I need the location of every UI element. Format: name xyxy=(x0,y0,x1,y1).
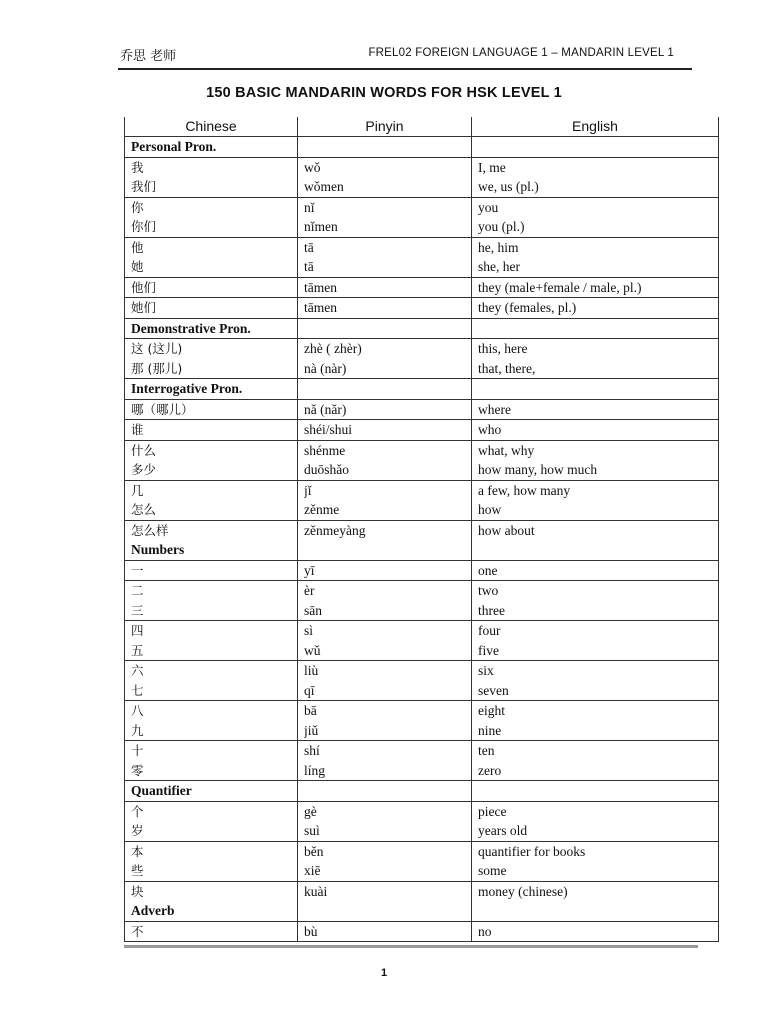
chinese-text: 八 xyxy=(131,703,144,718)
pinyin-text: yī xyxy=(304,562,315,578)
english-text: zero xyxy=(478,762,502,778)
chinese-text: Numbers xyxy=(131,542,185,557)
table-header-row xyxy=(125,117,719,137)
pinyin-cell xyxy=(298,701,472,741)
english-cell xyxy=(472,339,719,379)
pinyin-text: shí xyxy=(304,743,320,758)
pinyin-cell xyxy=(298,420,472,441)
pinyin-cell xyxy=(298,560,472,581)
empty-line xyxy=(478,379,718,399)
english-text: who xyxy=(478,422,502,437)
english-cell xyxy=(472,520,719,560)
chinese-text: 三 xyxy=(131,602,144,618)
pinyin-cell xyxy=(298,921,472,942)
english-text: eight xyxy=(478,703,505,718)
chinese-text: 多少 xyxy=(131,462,157,477)
chinese-cell xyxy=(125,741,298,781)
pinyin-text: liù xyxy=(304,663,319,678)
category-row xyxy=(125,379,719,400)
english-text: seven xyxy=(478,682,509,698)
chinese-text: 十 xyxy=(131,743,144,758)
empty-line xyxy=(304,137,471,157)
category-row xyxy=(125,781,719,802)
english-text: ten xyxy=(478,743,495,758)
empty-line xyxy=(478,781,718,801)
empty-cell xyxy=(472,318,719,339)
english-text: we, us (pl.) xyxy=(478,179,539,194)
chinese-cell xyxy=(125,520,298,560)
pinyin-cell xyxy=(298,661,472,701)
pinyin-text: zhè ( zhèr) xyxy=(304,341,362,356)
english-text xyxy=(478,540,718,560)
header-course-title: FREL02 FOREIGN LANGUAGE 1 – MANDARIN LEVEL 1 xyxy=(368,47,674,59)
english-text: you xyxy=(478,199,499,215)
pinyin-text: shénme xyxy=(304,442,346,458)
pinyin-cell xyxy=(298,480,472,520)
pinyin-cell xyxy=(298,157,472,197)
chinese-cell xyxy=(125,339,298,379)
table-row xyxy=(125,157,719,197)
pinyin-text: kuài xyxy=(304,883,328,899)
pinyin-cell xyxy=(298,621,472,661)
english-text: six xyxy=(478,663,494,678)
pinyin-text xyxy=(304,901,471,921)
chinese-text: 岁 xyxy=(131,823,144,838)
chinese-cell xyxy=(125,298,298,319)
empty-line xyxy=(304,319,471,339)
category-label xyxy=(125,318,298,339)
english-text: three xyxy=(478,602,505,618)
table-row xyxy=(125,197,719,237)
table-row xyxy=(125,560,719,581)
empty-cell xyxy=(298,379,472,400)
category-row xyxy=(125,137,719,158)
chinese-cell xyxy=(125,841,298,881)
pinyin-cell xyxy=(298,197,472,237)
pinyin-cell xyxy=(298,841,472,881)
category-label-text: Demonstrative Pron. xyxy=(131,320,251,336)
empty-line xyxy=(304,781,471,801)
pinyin-text: bù xyxy=(304,923,318,939)
english-text: one xyxy=(478,562,498,578)
table-row xyxy=(125,277,719,298)
english-cell xyxy=(472,921,719,942)
chinese-text: 哪（哪儿） xyxy=(131,401,194,417)
table-row xyxy=(125,420,719,441)
page-title: 150 BASIC MANDARIN WORDS FOR HSK LEVEL 1 xyxy=(206,85,562,101)
chinese-text: 我 xyxy=(131,159,144,175)
chinese-text: 我们 xyxy=(131,179,157,194)
category-label xyxy=(125,137,298,158)
chinese-cell xyxy=(125,581,298,621)
empty-line xyxy=(304,379,471,399)
chinese-text: 这 (这儿) xyxy=(131,341,183,356)
english-cell xyxy=(472,480,719,520)
chinese-text: 不 xyxy=(131,923,144,939)
english-cell xyxy=(472,801,719,841)
english-cell xyxy=(472,701,719,741)
pinyin-text: tāmen xyxy=(304,279,337,295)
english-text: a few, how many xyxy=(478,482,571,498)
chinese-cell xyxy=(125,881,298,921)
category-label-text: Quantifier xyxy=(131,783,192,798)
chinese-text: 她们 xyxy=(131,300,157,315)
chinese-text: 一 xyxy=(131,562,144,578)
english-text xyxy=(478,901,718,921)
chinese-text: 你们 xyxy=(131,219,157,234)
pinyin-text: zěnmeyàng xyxy=(304,522,366,538)
pinyin-cell xyxy=(298,520,472,560)
chinese-text: 怎么 xyxy=(131,502,157,517)
chinese-text: 九 xyxy=(131,722,144,738)
column-header-pinyin: Pinyin xyxy=(298,117,472,137)
english-text: they (male+female / male, pl.) xyxy=(478,279,642,295)
chinese-text: 那 (那儿) xyxy=(131,360,183,376)
category-label-text: Personal Pron. xyxy=(131,139,217,154)
pinyin-text: sì xyxy=(304,623,314,638)
chinese-text: 零 xyxy=(131,762,144,778)
chinese-text: 本 xyxy=(131,843,144,859)
english-text: how about xyxy=(478,522,535,538)
table-row xyxy=(125,480,719,520)
english-text: this, here xyxy=(478,341,528,356)
chinese-cell xyxy=(125,399,298,420)
pinyin-cell xyxy=(298,581,472,621)
empty-cell xyxy=(472,781,719,802)
chinese-cell xyxy=(125,621,298,661)
english-text: money (chinese) xyxy=(478,883,568,899)
english-cell xyxy=(472,621,719,661)
pinyin-text: duōshǎo xyxy=(304,462,349,477)
english-text: where xyxy=(478,401,511,417)
chinese-text: 他 xyxy=(131,239,144,255)
category-label-text: Interrogative Pron. xyxy=(131,381,243,396)
pinyin-cell xyxy=(298,801,472,841)
english-text: you (pl.) xyxy=(478,219,525,234)
empty-cell xyxy=(298,318,472,339)
pinyin-text: nà (nàr) xyxy=(304,360,347,376)
pinyin-cell xyxy=(298,741,472,781)
header-divider xyxy=(118,68,692,70)
pinyin-text xyxy=(304,540,471,560)
pinyin-text: bā xyxy=(304,703,317,718)
chinese-text: 谁 xyxy=(131,422,144,437)
english-cell xyxy=(472,420,719,441)
pinyin-text: èr xyxy=(304,583,315,598)
english-cell xyxy=(472,741,719,781)
chinese-text: 怎么样 xyxy=(131,522,169,538)
table-row xyxy=(125,881,719,921)
english-cell xyxy=(472,881,719,921)
footer-divider xyxy=(124,945,698,948)
english-text: years old xyxy=(478,823,528,838)
english-text: they (females, pl.) xyxy=(478,300,577,315)
chinese-text: 五 xyxy=(131,642,144,658)
pinyin-text: jiǔ xyxy=(304,722,319,738)
table-row xyxy=(125,661,719,701)
chinese-cell xyxy=(125,440,298,480)
pinyin-text: běn xyxy=(304,843,324,859)
chinese-cell xyxy=(125,420,298,441)
pinyin-cell xyxy=(298,237,472,277)
chinese-cell xyxy=(125,480,298,520)
column-header-english: English xyxy=(472,117,719,137)
chinese-text: 七 xyxy=(131,682,144,698)
category-row xyxy=(125,318,719,339)
chinese-cell xyxy=(125,277,298,298)
chinese-text: 什么 xyxy=(131,442,157,458)
chinese-text: 些 xyxy=(131,863,144,878)
category-label xyxy=(125,781,298,802)
chinese-text: 他们 xyxy=(131,279,157,295)
pinyin-text: suì xyxy=(304,823,320,838)
pinyin-text: tā xyxy=(304,259,314,274)
page-number: 1 xyxy=(380,967,388,979)
chinese-cell xyxy=(125,921,298,942)
english-text: she, her xyxy=(478,259,520,274)
chinese-text: 块 xyxy=(131,883,144,899)
table-row xyxy=(125,520,719,560)
english-text: no xyxy=(478,923,492,939)
chinese-text: 你 xyxy=(131,199,144,215)
pinyin-text: nǎ (nǎr) xyxy=(304,401,347,417)
english-text: quantifier for books xyxy=(478,843,586,859)
chinese-cell xyxy=(125,801,298,841)
chinese-text: 几 xyxy=(131,482,144,498)
english-cell xyxy=(472,399,719,420)
chinese-text: 二 xyxy=(131,583,144,598)
chinese-text: 四 xyxy=(131,623,144,638)
english-text: nine xyxy=(478,722,502,738)
english-text: how many, how much xyxy=(478,462,598,477)
table-row xyxy=(125,841,719,881)
pinyin-text: tā xyxy=(304,239,314,255)
chinese-cell xyxy=(125,701,298,741)
english-text: some xyxy=(478,863,507,878)
pinyin-cell xyxy=(298,277,472,298)
category-label xyxy=(125,379,298,400)
english-text: that, there, xyxy=(478,360,536,376)
english-cell xyxy=(472,277,719,298)
chinese-cell xyxy=(125,157,298,197)
pinyin-text: zěnme xyxy=(304,502,340,517)
empty-cell xyxy=(298,137,472,158)
empty-line xyxy=(478,137,718,157)
pinyin-text: qī xyxy=(304,682,315,698)
chinese-cell xyxy=(125,237,298,277)
pinyin-text: nǐ xyxy=(304,199,315,215)
table-row xyxy=(125,399,719,420)
column-header-chinese: Chinese xyxy=(125,117,298,137)
english-cell xyxy=(472,157,719,197)
table-row xyxy=(125,298,719,319)
english-cell xyxy=(472,581,719,621)
chinese-text: 个 xyxy=(131,803,144,819)
pinyin-cell xyxy=(298,881,472,921)
empty-cell xyxy=(298,781,472,802)
table-row xyxy=(125,237,719,277)
empty-cell xyxy=(472,137,719,158)
pinyin-text: tāmen xyxy=(304,300,337,315)
table-row xyxy=(125,801,719,841)
pinyin-cell xyxy=(298,399,472,420)
english-cell xyxy=(472,298,719,319)
chinese-cell xyxy=(125,197,298,237)
pinyin-text: wǔ xyxy=(304,642,321,658)
table-row xyxy=(125,339,719,379)
pinyin-text: jǐ xyxy=(304,482,312,498)
english-cell xyxy=(472,661,719,701)
table-row xyxy=(125,701,719,741)
chinese-cell xyxy=(125,560,298,581)
pinyin-text: gè xyxy=(304,803,317,819)
english-text: five xyxy=(478,642,499,658)
table-body xyxy=(125,137,719,942)
pinyin-text: sān xyxy=(304,602,322,618)
english-cell xyxy=(472,440,719,480)
pinyin-text: nǐmen xyxy=(304,219,338,234)
english-text: how xyxy=(478,502,502,517)
chinese-text: 她 xyxy=(131,259,144,274)
english-text: I, me xyxy=(478,159,506,175)
table-row xyxy=(125,621,719,661)
empty-line xyxy=(478,319,718,339)
english-text: what, why xyxy=(478,442,535,458)
table-row xyxy=(125,741,719,781)
table-row xyxy=(125,581,719,621)
english-cell xyxy=(472,841,719,881)
header-teacher-name: 乔思 老师 xyxy=(120,49,177,64)
english-text: four xyxy=(478,623,501,638)
pinyin-text: xiē xyxy=(304,863,321,878)
pinyin-cell xyxy=(298,298,472,319)
english-text: he, him xyxy=(478,239,519,255)
pinyin-text: wǒ xyxy=(304,159,321,175)
pinyin-cell xyxy=(298,440,472,480)
table-row xyxy=(125,440,719,480)
pinyin-text: líng xyxy=(304,762,326,778)
empty-cell xyxy=(472,379,719,400)
english-text: two xyxy=(478,583,499,598)
chinese-text: Adverb xyxy=(131,903,175,918)
pinyin-text: wǒmen xyxy=(304,179,344,194)
english-cell xyxy=(472,560,719,581)
english-text: piece xyxy=(478,803,507,819)
english-cell xyxy=(472,197,719,237)
chinese-cell xyxy=(125,661,298,701)
table-row xyxy=(125,921,719,942)
vocabulary-table xyxy=(124,117,719,942)
english-cell xyxy=(472,237,719,277)
pinyin-text: shéi/shui xyxy=(304,422,353,437)
chinese-text: 六 xyxy=(131,663,144,678)
pinyin-cell xyxy=(298,339,472,379)
